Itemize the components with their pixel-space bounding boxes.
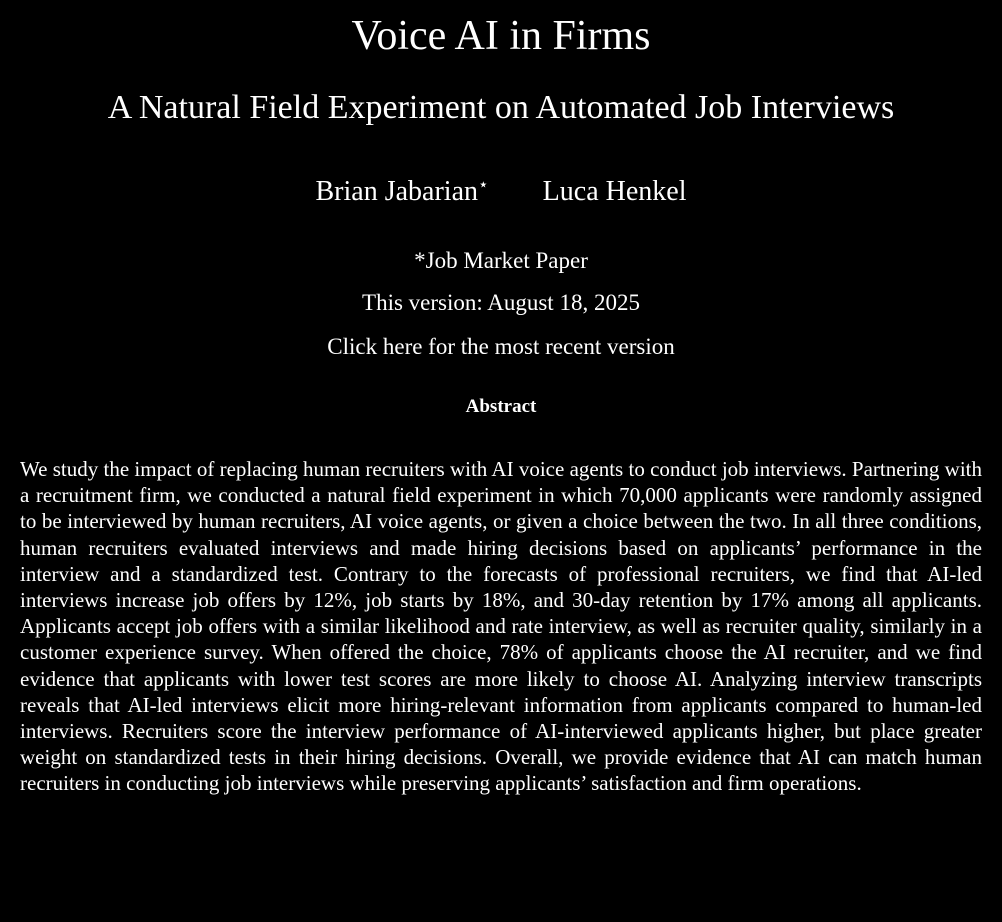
author-name: Brian Jabarian — [315, 176, 478, 207]
abstract-heading: Abstract — [465, 396, 537, 417]
author-name: Luca Henkel — [542, 176, 687, 207]
paper-subtitle: A Natural Field Experiment on Automated Job Interviews — [107, 89, 895, 126]
version-date: This version: August 18, 2025 — [362, 290, 640, 315]
paper-title: Voice AI in Firms — [351, 13, 651, 59]
author-2 — [543, 172, 687, 212]
job-market-note: *Job Market Paper — [414, 248, 588, 273]
abstract-text: We study the impact of replacing human recruiters with AI voice agents to conduct job interviews. Partnering with a recruitment firm, we conducted a natural field experiment in which 70,000 applicants were randomly assigned to be interviewed by human recruiters, AI voice agents, or given a choice between the two. In all three conditions, human recruiters evaluated interviews and made hiring decisions based on applicants’ performance in the interview and a standardized test. Contrary to the forecasts of professional recruiters, we find that AI-led interviews increase job offers by 12%, job starts by 18%, and 30-day retention by 17% among all applicants. Applicants accept job offers with a similar likelihood and rate interview, as well as recruiter quality, similarly in a customer experience survey. When offered the choice, 78% of applicants choose the AI recruiter, and we find evidence that applicants with lower test scores are more likely to choose AI. Analyzing interview transcripts reveals that AI-led interviews elicit more hiring-relevant information from applicants compared to human-led interviews. Recruiters score the interview performance of AI-interviewed applicants higher, but place greater weight on standardized tests in their hiring decisions. Overall, we provide evidence that AI can match human recruiters in conducting job interviews while preserving applicants’ satisfaction and firm operations. — [20, 457, 982, 796]
author-list — [0, 172, 1002, 212]
recent-version-line — [0, 332, 1002, 362]
recent-version-link[interactable]: Click here for the most recent version — [327, 334, 675, 359]
author-1 — [316, 172, 489, 212]
author-footnote-marker: ⋆ — [478, 175, 489, 194]
